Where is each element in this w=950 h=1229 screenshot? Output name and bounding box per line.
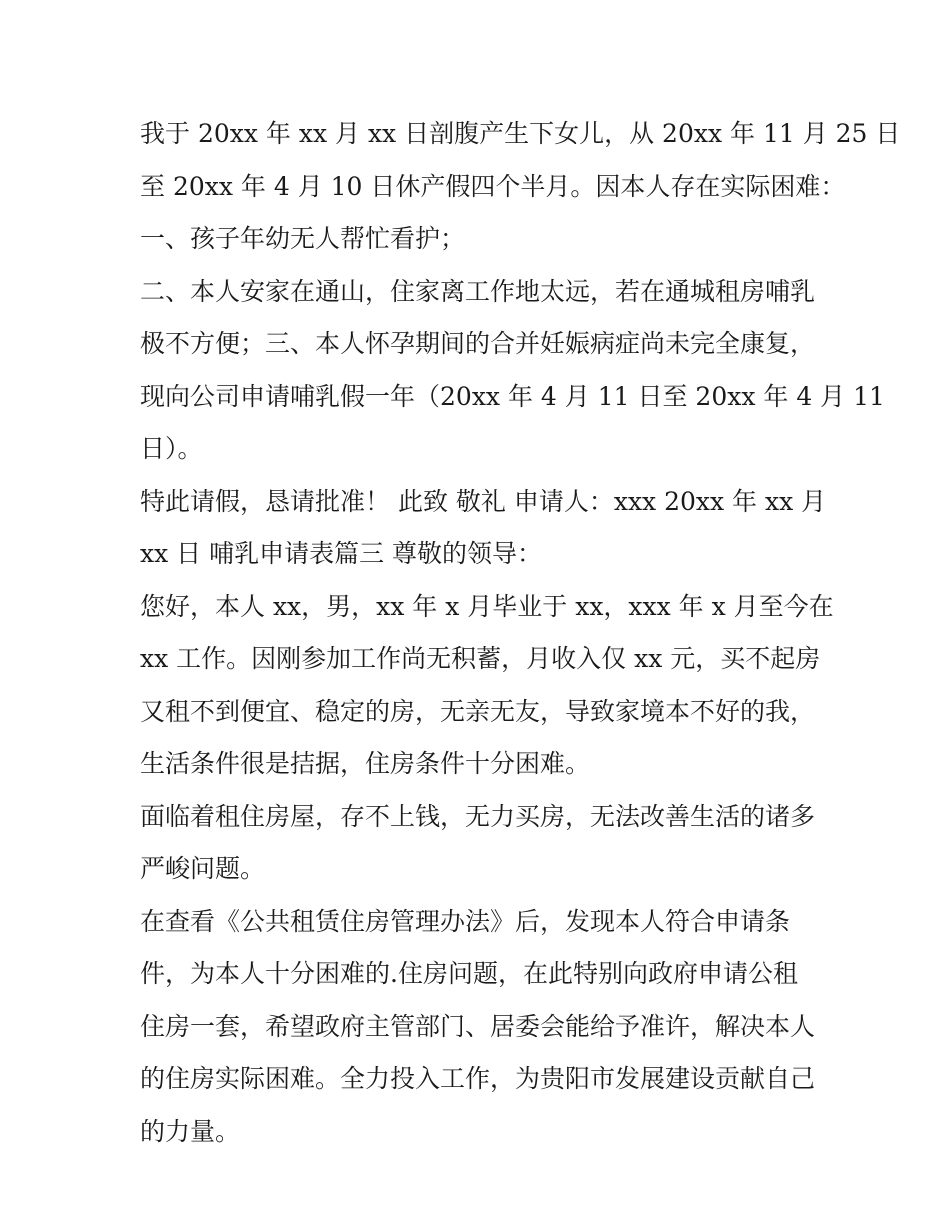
text-line: xx 日 哺乳申请表篇三 尊敬的领导： [140,539,543,568]
text-line: 二、本人安家在通山，住家离工作地太远，若在通城租房哺乳 [140,276,816,306]
text-line: 极不方便；三、本人怀孕期间的合并妊娠病症尚未完全康复， [140,329,816,358]
text-line: 您好，本人 xx，男，xx 年 x 月毕业于 xx，xxx 年 x 月至今在 [140,591,834,621]
text-line: 我于 20xx 年 xx 月 xx 日剖腹产生下女儿，从 20xx 年 11 月 25 日 [140,119,901,148]
text-line: 的力量。 [140,1116,241,1146]
text-line: 件，为本人十分困难的.住房问题，在此特别向政府申请公租 [140,959,798,988]
text-line: 在查看《公共租赁住房管理办法》后，发现本人符合申请条 [140,906,791,936]
text-line: 特此请假，恳请批准！ 此致 敬礼 申请人：xxx 20xx 年 xx 月 [140,486,827,516]
text-line: 严峻问题。 [140,854,266,883]
text-line: 面临着租住房屋，存不上钱，无力买房，无法改善生活的诸多 [140,801,816,831]
text-line: 日）。 [140,434,203,463]
text-line: 的住房实际困难。全力投入工作，为贵阳市发展建设贡献自己 [140,1064,816,1093]
text-line: xx 工作。因刚参加工作尚无积蓄，月收入仅 xx 元，买不起房 [140,644,821,673]
document-body [140,108,901,1158]
text-line: 现向公司申请哺乳假一年（20xx 年 4 月 11 日至 20xx 年 4 月 11 [140,381,885,411]
text-line: 又租不到便宜、稳定的房，无亲无友，导致家境本不好的我， [140,696,816,726]
text-line: 住房一套，希望政府主管部门、居委会能给予准许，解决本人 [140,1011,816,1041]
text-line: 至 20xx 年 4 月 10 日休产假四个半月。因本人存在实际困难： [140,171,846,201]
text-line: 生活条件很是拮据，住房条件十分困难。 [140,749,591,778]
text-line: 一、孩子年幼无人帮忙看护； [140,224,466,253]
